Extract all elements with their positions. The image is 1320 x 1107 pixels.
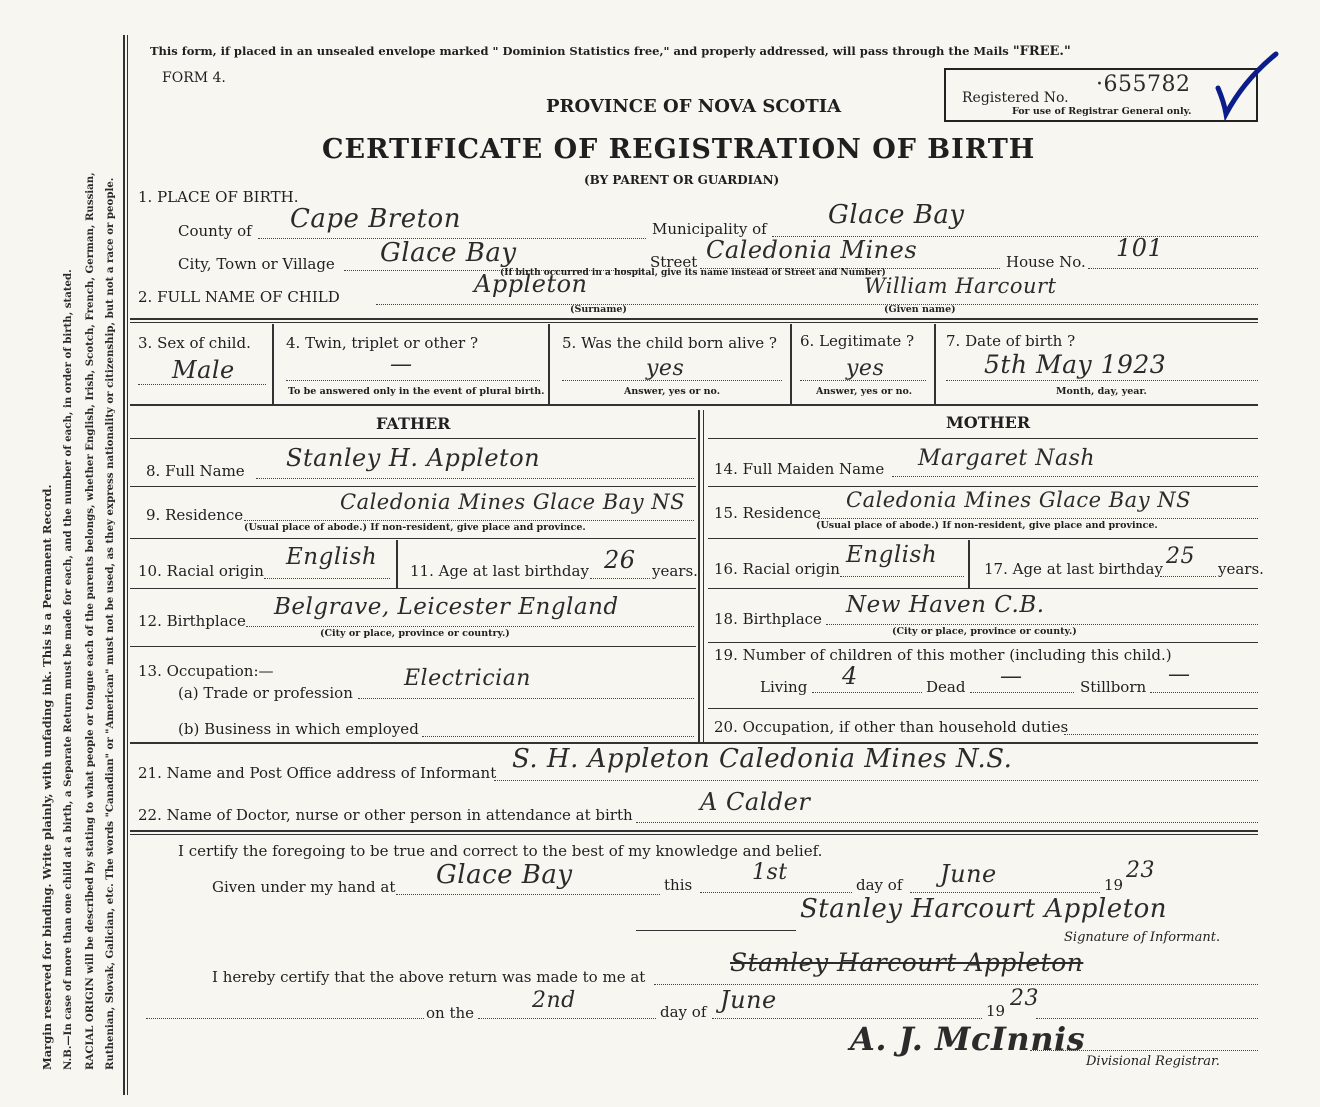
divider-m-3	[708, 588, 1258, 589]
registrar-year-prefix: 19	[986, 1002, 1006, 1020]
living-label: Living	[760, 678, 808, 696]
father-age-label: 11. Age at last birthday	[410, 562, 589, 580]
father-occupation-label: 13. Occupation:—	[138, 662, 274, 680]
year-value: 23	[1126, 858, 1155, 883]
father-residence-note: (Usual place of abode.) If non-resident, give place and province.	[244, 522, 586, 533]
divider-parents-sub-r	[708, 438, 1258, 439]
dob-value: 5th May 1923	[984, 350, 1167, 379]
child-name-line	[376, 304, 1258, 305]
registered-label: Registered No.	[962, 90, 1069, 106]
divider-v-2	[548, 324, 550, 404]
dead-line	[970, 692, 1074, 693]
informant-value: S. H. Appleton Caledonia Mines N.S.	[512, 744, 1013, 774]
informant-signature: Stanley Harcourt Appleton	[800, 894, 1167, 924]
page-subtitle: (BY PARENT OR GUARDIAN)	[584, 173, 780, 187]
form-number: FORM 4.	[162, 70, 226, 86]
doctor-line	[636, 822, 1258, 823]
mother-residence-note: (Usual place of abode.) If non-resident, give place and province.	[816, 520, 1158, 531]
this-label: this	[664, 876, 693, 894]
day-of-value: June	[940, 860, 997, 888]
father-business-line	[422, 736, 694, 737]
legit-note: Answer, yes or no.	[816, 386, 913, 397]
divider-certify-top	[130, 830, 1258, 832]
mother-occupation-line	[1064, 734, 1258, 735]
given-place-value: Glace Bay	[436, 860, 573, 890]
father-residence-line	[244, 520, 694, 521]
registrar-statement: I hereby certify that the above return was made to me at	[212, 968, 646, 986]
registrar-signature-line	[1030, 1050, 1258, 1051]
living-value: 4	[842, 662, 858, 690]
registrar-struck-value: Stanley Harcourt Appleton	[730, 948, 1084, 977]
registrar-signature: A. J. McInnis	[850, 1020, 1086, 1058]
city-label: City, Town or Village	[178, 255, 335, 273]
alive-note: Answer, yes or no.	[624, 386, 721, 397]
registered-number: ·655782	[1096, 72, 1191, 97]
divider-m-4	[708, 642, 1258, 643]
divider-row3-top	[130, 318, 1258, 320]
father-racial-line	[264, 578, 390, 579]
divider-f-3	[130, 588, 696, 589]
registrar-on-line-left	[146, 1018, 424, 1019]
registrar-day-line	[712, 1018, 982, 1019]
mother-residence-line	[818, 518, 1258, 519]
registrar-on-line	[478, 1018, 656, 1019]
mother-racial-line	[840, 576, 964, 577]
divider-parents-sub	[130, 438, 696, 439]
city-value: Glace Bay	[380, 238, 517, 268]
father-heading: FATHER	[376, 414, 451, 433]
this-value: 1st	[752, 860, 788, 885]
page-title: CERTIFICATE OF REGISTRATION OF BIRTH	[322, 134, 1036, 165]
father-birthplace-label: 12. Birthplace	[138, 612, 246, 630]
stillborn-label: Stillborn	[1080, 678, 1147, 696]
child-given-value: William Harcourt	[864, 274, 1057, 298]
given-label: Given under my hand at	[212, 878, 396, 896]
divider-row3-top-2	[130, 322, 1258, 323]
dob-line	[946, 380, 1258, 381]
registrar-day-label: day of	[660, 1003, 707, 1021]
divider-f-racial	[396, 540, 398, 588]
county-value: Cape Breton	[290, 204, 461, 234]
mother-name-value: Margaret Nash	[918, 446, 1096, 471]
father-name-line	[256, 478, 694, 479]
street-label: Street	[650, 253, 698, 271]
divider-f-1	[130, 486, 696, 487]
divider-parents-center-2	[703, 410, 704, 742]
divider-parents-center	[698, 410, 700, 742]
sex-label: 3. Sex of child.	[138, 334, 251, 352]
mother-heading: MOTHER	[946, 413, 1031, 432]
divider-parents-top	[130, 404, 1258, 406]
divider-certify-top-2	[130, 834, 1258, 835]
registrar-year-line	[1036, 1018, 1258, 1019]
street-value: Caledonia Mines	[706, 236, 918, 264]
divider-v-1	[272, 324, 274, 404]
father-birthplace-value: Belgrave, Leicester England	[274, 594, 619, 620]
margin-rule-inner	[127, 35, 128, 1095]
dead-label: Dead	[926, 678, 966, 696]
sex-line	[138, 384, 266, 385]
mother-children-label: 19. Number of children of this mother (including this child.)	[714, 646, 1172, 664]
surname-caption: (Surname)	[570, 304, 627, 315]
divider-f-2	[130, 538, 696, 539]
hospital-note: (If birth occurred in a hospital, give its name instead of Street and Number)	[500, 268, 886, 278]
margin-note-racial-1: RACIAL ORIGIN will be described by stating to what people or tongue each of the parents belongs, whether English, Irish, Scotch, French, German, Russian,	[84, 172, 96, 1070]
given-caption: (Given name)	[884, 304, 956, 315]
mail-note	[150, 44, 1071, 59]
father-birthplace-line	[246, 626, 694, 627]
father-age-value: 26	[604, 546, 636, 574]
mother-age-value: 25	[1166, 544, 1195, 569]
father-age-line	[590, 578, 650, 579]
mother-age-line	[1160, 576, 1216, 577]
divider-m-1	[708, 486, 1258, 487]
house-value: 101	[1116, 234, 1164, 262]
father-birthplace-note: (City or place, province or country.)	[320, 628, 510, 639]
divider-v-4	[934, 324, 936, 404]
father-name-label: 8. Full Name	[146, 462, 245, 480]
municipality-label: Municipality of	[652, 220, 767, 238]
mail-note-text: This form, if placed in an unsealed envelope marked " Dominion Statistics free," and properly addressed, will pass through the Mails	[150, 44, 1009, 58]
divider-m-2	[708, 538, 1258, 539]
child-surname-value: Appleton	[474, 270, 588, 298]
divider-m-5	[708, 708, 1258, 709]
day-of-label: day of	[856, 876, 903, 894]
divider-f-4	[130, 646, 696, 647]
stillborn-value: —	[1168, 662, 1191, 687]
registrar-year-value: 23	[1010, 986, 1039, 1011]
father-racial-value: English	[286, 544, 378, 570]
twin-value: —	[390, 352, 413, 377]
divider-v-3	[790, 324, 792, 404]
divider-m-racial	[968, 540, 970, 588]
house-line	[1088, 268, 1258, 269]
legit-label: 6. Legitimate ?	[800, 332, 915, 350]
father-trade-value: Electrician	[404, 666, 531, 691]
day-of-line	[910, 892, 1100, 893]
margin-note-nb: N.B.—In case of more than one child at a birth, a Separate Return must be made for each, and the number of each, in order of birth, stated.	[62, 269, 74, 1070]
mother-birthplace-note: (City or place, province or county.)	[892, 626, 1077, 637]
father-residence-label: 9. Residence	[146, 506, 244, 524]
signature-line	[636, 930, 796, 931]
house-label: House No.	[1006, 253, 1086, 271]
mother-name-label: 14. Full Maiden Name	[714, 460, 885, 478]
doctor-label: 22. Name of Doctor, nurse or other person in attendance at birth	[138, 806, 633, 824]
registrar-on-label: on the	[426, 1004, 475, 1022]
registrar-on-value: 2nd	[532, 988, 576, 1013]
given-place-line	[396, 894, 660, 895]
sex-value: Male	[172, 356, 235, 384]
registrar-day-value: June	[720, 986, 777, 1014]
dob-label: 7. Date of birth ?	[946, 332, 1076, 350]
stillborn-line	[1150, 692, 1258, 693]
county-label: County of	[178, 222, 252, 240]
twin-line	[286, 380, 540, 381]
twin-note: To be answered only in the event of plural birth.	[288, 386, 545, 397]
mother-residence-value: Caledonia Mines Glace Bay NS	[846, 488, 1192, 512]
dead-value: —	[1000, 664, 1023, 689]
margin-note-binding: Margin reserved for binding. Write plainly, with unfading ink. This is a Permanent Record.	[40, 484, 54, 1070]
alive-value: yes	[646, 356, 685, 381]
father-trade-label: (a) Trade or profession	[178, 684, 353, 702]
informant-label: 21. Name and Post Office address of Informant	[138, 764, 497, 782]
father-age-unit: years.	[652, 562, 698, 580]
living-line	[812, 692, 922, 693]
mother-birthplace-value: New Haven C.B.	[846, 592, 1045, 618]
place-heading: 1. PLACE OF BIRTH.	[138, 188, 299, 206]
doctor-value: A Calder	[700, 788, 811, 816]
mother-birthplace-line	[826, 624, 1258, 625]
mother-racial-label: 16. Racial origin	[714, 560, 840, 578]
child-name-label: 2. FULL NAME OF CHILD	[138, 288, 340, 306]
father-trade-line	[358, 698, 694, 699]
mother-occupation-label: 20. Occupation, if other than household duties	[714, 718, 1069, 736]
informant-line	[494, 780, 1258, 781]
mother-residence-label: 15. Residence	[714, 504, 821, 522]
twin-label: 4. Twin, triplet or other ?	[286, 334, 478, 352]
mother-birthplace-label: 18. Birthplace	[714, 610, 822, 628]
father-racial-label: 10. Racial origin	[138, 562, 264, 580]
margin-rule	[123, 35, 125, 1095]
mother-racial-value: English	[846, 542, 938, 568]
certify-statement: I certify the foregoing to be true and correct to the best of my knowledge and belief.	[178, 842, 823, 860]
father-business-label: (b) Business in which employed	[178, 720, 419, 738]
checkmark-icon	[1210, 50, 1280, 120]
mother-age-unit: years.	[1218, 560, 1264, 578]
legit-value: yes	[846, 356, 885, 381]
municipality-value: Glace Bay	[828, 200, 965, 230]
mother-age-label: 17. Age at last birthday	[984, 560, 1163, 578]
mail-free: "FREE."	[1012, 44, 1071, 59]
mother-name-line	[892, 476, 1258, 477]
registrar-at-line	[654, 984, 1258, 985]
signature-caption: Signature of Informant.	[1064, 930, 1221, 945]
province-title: PROVINCE OF NOVA SCOTIA	[546, 96, 842, 117]
registrar-note: For use of Registrar General only.	[1012, 106, 1192, 117]
father-residence-value: Caledonia Mines Glace Bay NS	[340, 490, 686, 514]
year-prefix: 19	[1104, 876, 1124, 894]
margin-note-racial-2: Ruthenian, Slovak, Galician, etc. The words "Canadian" or "American" must not be used, as they express nationality or citizenship, but not a race or people.	[104, 177, 116, 1070]
alive-label: 5. Was the child born alive ?	[562, 334, 777, 352]
registrar-caption: Divisional Registrar.	[1086, 1054, 1220, 1069]
dob-note: Month, day, year.	[1056, 386, 1147, 397]
this-line	[700, 892, 852, 893]
father-name-value: Stanley H. Appleton	[286, 444, 541, 472]
